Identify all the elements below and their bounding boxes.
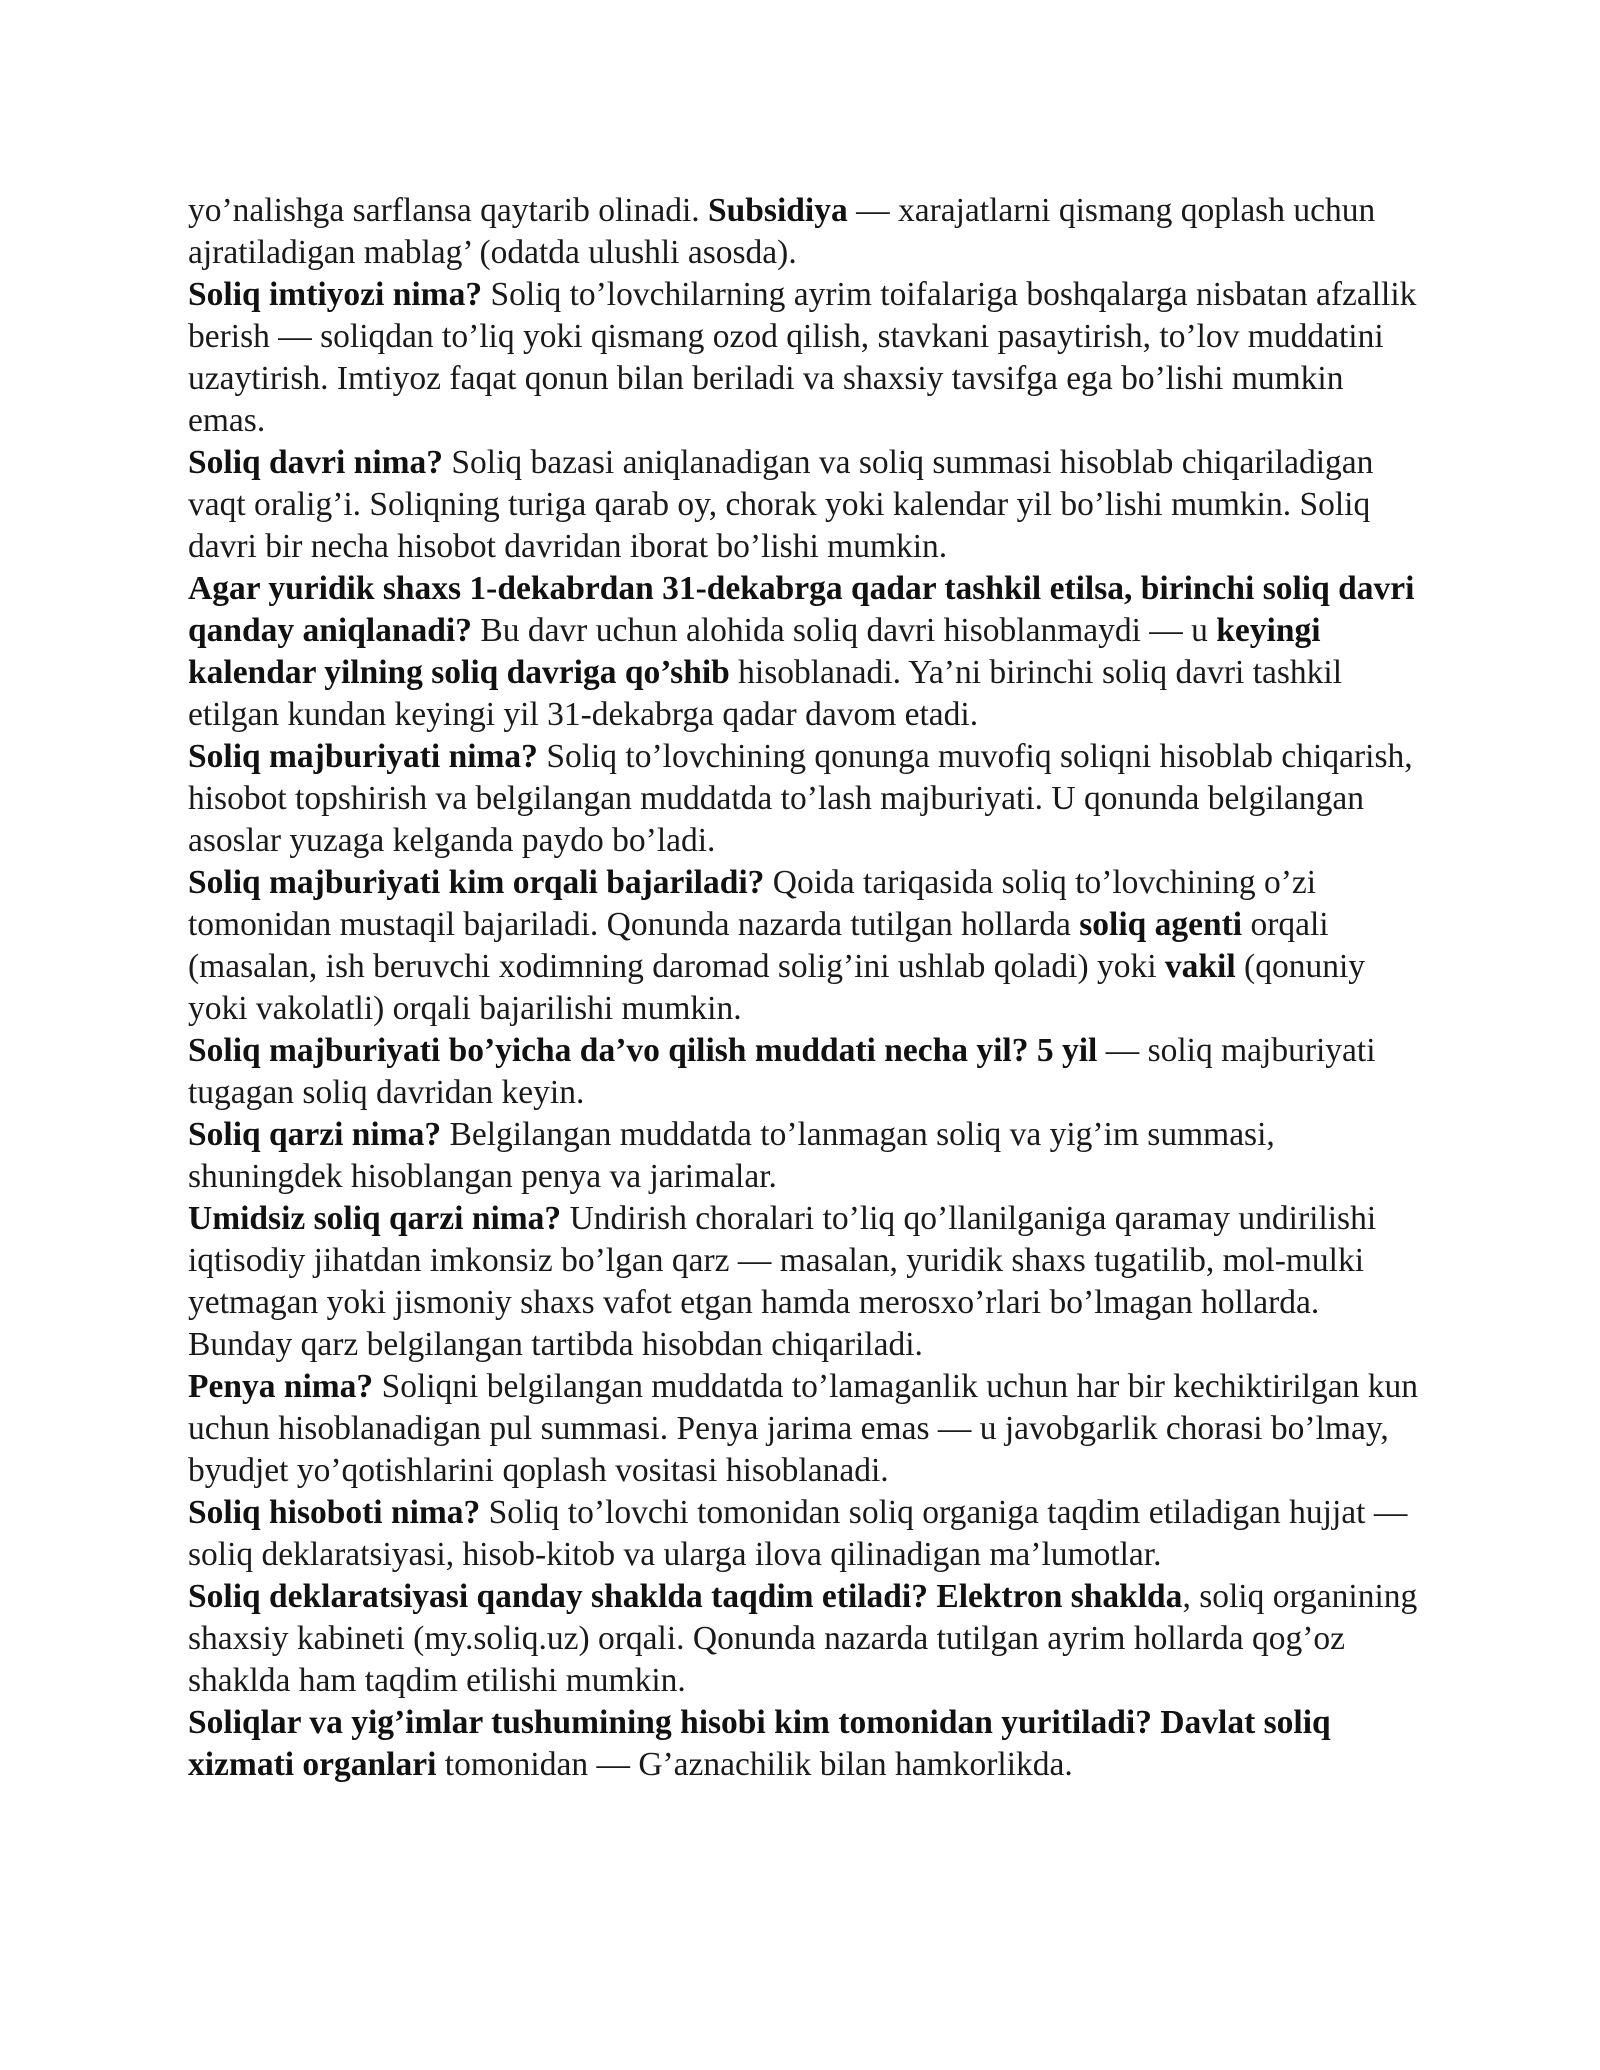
answer-text: , soliq organining shaxsiy kabineti (my.soliq.uz) orqali. Qonunda nazarda tutilgan ayrim hollarda qog’oz shaklda ham taqdim etilishi mumkin.: [188, 1578, 1418, 1699]
paragraph-majburiyat-bajarilishi: [188, 862, 1428, 1030]
paragraph-soliq-majburiyati: [188, 736, 1428, 862]
question-heading: Soliq davri nima?: [188, 444, 444, 481]
answer-text: (qonuniy yoki vakolatli) orqali bajarilishi mumkin.: [188, 948, 1366, 1027]
bold-term: soliq agenti: [1079, 906, 1243, 943]
answer-text: Soliq bazasi aniqlanadigan va soliq summasi hisoblab chiqariladigan vaqt oralig’i. Soliqning turiga qarab oy, chorak yoki kalendar yil bo’lishi mumkin. Soliq davri bir necha hisobot davridan iborat bo’lishi mumkin.: [188, 444, 1374, 565]
answer-text: Undirish choralari to’liq qo’llanilganiga qaramay undirilishi iqtisodiy jihatdan imkonsiz bo’lgan qarz — masalan, yuridik shaxs tugatilib, mol-mulki yetmagan yoki jismoniy shaxs vafot etgan hamda merosxo’rlari bo’lmagan hollarda. Bunday qarz belgilangan tartibda hisobdan chiqariladi.: [188, 1200, 1377, 1363]
paragraph-subsidiya: [188, 190, 1428, 274]
answer-text: tomonidan — G’aznachilik bilan hamkorlikda.: [436, 1746, 1073, 1783]
question-heading: Soliq majburiyati nima?: [188, 738, 538, 775]
paragraph-soliq-imtiyozi: [188, 274, 1428, 442]
answer-text: Soliqni belgilangan muddatda to’lamaganlik uchun har bir kechiktirilgan kun uchun hisoblanadigan pul summasi. Penya jarima emas — u javobgarlik chorasi bo’lmay, byudjet yo’qotishlarini qoplash vositasi hisoblanadi.: [188, 1368, 1418, 1489]
paragraph-birinchi-soliq-davri: [188, 568, 1428, 736]
question-heading: Umidsiz soliq qarzi nima?: [188, 1200, 562, 1237]
bold-term: Subsidiya: [708, 192, 848, 229]
paragraph-deklaratsiya: [188, 1576, 1428, 1702]
bold-term: vakil: [1164, 948, 1236, 985]
answer-text: Belgilangan muddatda to’lanmagan soliq va yig’im summasi, shuningdek hisoblangan penya va jarimalar.: [188, 1116, 1275, 1195]
question-heading: Soliq hisoboti nima?: [188, 1494, 481, 1531]
question-heading: Soliq deklaratsiyasi qanday shaklda taqdim etiladi? Elektron shaklda: [188, 1578, 1183, 1615]
question-heading: Soliq majburiyati bo’yicha da’vo qilish muddati necha yil? 5 yil: [188, 1032, 1098, 1069]
paragraph-dao-muddati: [188, 1030, 1428, 1114]
question-heading: Soliq qarzi nima?: [188, 1116, 442, 1153]
paragraph-umidsiz-qarz: [188, 1198, 1428, 1366]
question-heading: Soliqlar va yig’imlar tushumining hisobi kim tomonidan yuritiladi? Davlat soliq xizmati organlari: [188, 1704, 1331, 1783]
answer-text: Bu davr uchun alohida soliq davri hisoblanmaydi — u: [471, 612, 1217, 649]
text-run: — xarajatlarni qismang qoplash uchun ajratiladigan mablag’ (odatda ulushli asosda).: [188, 192, 1376, 271]
paragraph-penya: [188, 1366, 1428, 1492]
answer-text: Soliq to’lovchi tomonidan soliq organiga taqdim etiladigan hujjat — soliq deklaratsiyasi, hisob-kitob va ularga ilova qilinadigan ma’lumotlar.: [188, 1494, 1408, 1573]
paragraph-soliq-hisoboti: [188, 1492, 1428, 1576]
paragraph-soliq-qarzi: [188, 1114, 1428, 1198]
bold-term: keyingi kalendar yilning soliq davriga qo’shib: [188, 612, 1321, 691]
answer-text: hisoblanadi. Ya’ni birinchi soliq davri tashkil etilgan kundan keyingi yil 31-dekabrga qadar davom etadi.: [188, 654, 1343, 733]
text-run: yo’nalishga sarflansa qaytarib olinadi.: [188, 192, 709, 229]
answer-text: orqali (masalan, ish beruvchi xodimning daromad solig’ini ushlab qoladi) yoki: [188, 906, 1329, 985]
question-heading: Agar yuridik shaxs 1-dekabrdan 31-dekabrga qadar tashkil etilsa, birinchi soliq davri qanday aniqlanadi?: [188, 570, 1415, 649]
question-heading: Soliq majburiyati kim orqali bajariladi?: [188, 864, 765, 901]
paragraph-soliq-davri: [188, 442, 1428, 568]
paragraph-tushum-hisobi: [188, 1702, 1428, 1786]
answer-text: — soliq majburiyati tugagan soliq davridan keyin.: [188, 1032, 1376, 1111]
answer-text: Qoida tariqasida soliq to’lovchining o’zi tomonidan mustaqil bajariladi. Qonunda nazarda tutilgan hollarda: [188, 864, 1317, 943]
answer-text: Soliq to’lovchilarning ayrim toifalariga boshqalarga nisbatan afzallik berish — soliqdan to’liq yoki qismang ozod qilish, stavkani pasaytirish, to’lov muddatini uzaytirish. Imtiyoz faqat qonun bilan beriladi va shaxsiy tavsifga ega bo’lishi mumkin emas.: [188, 276, 1417, 439]
document-body: [188, 190, 1428, 1786]
question-heading: Penya nima?: [188, 1368, 374, 1405]
answer-text: Soliq to’lovchining qonunga muvofiq soliqni hisoblab chiqarish, hisobot topshirish va belgilangan muddatda to’lash majburiyati. U qonunda belgilangan asoslar yuzaga kelganda paydo bo’ladi.: [188, 738, 1413, 859]
question-heading: Soliq imtiyozi nima?: [188, 276, 483, 313]
